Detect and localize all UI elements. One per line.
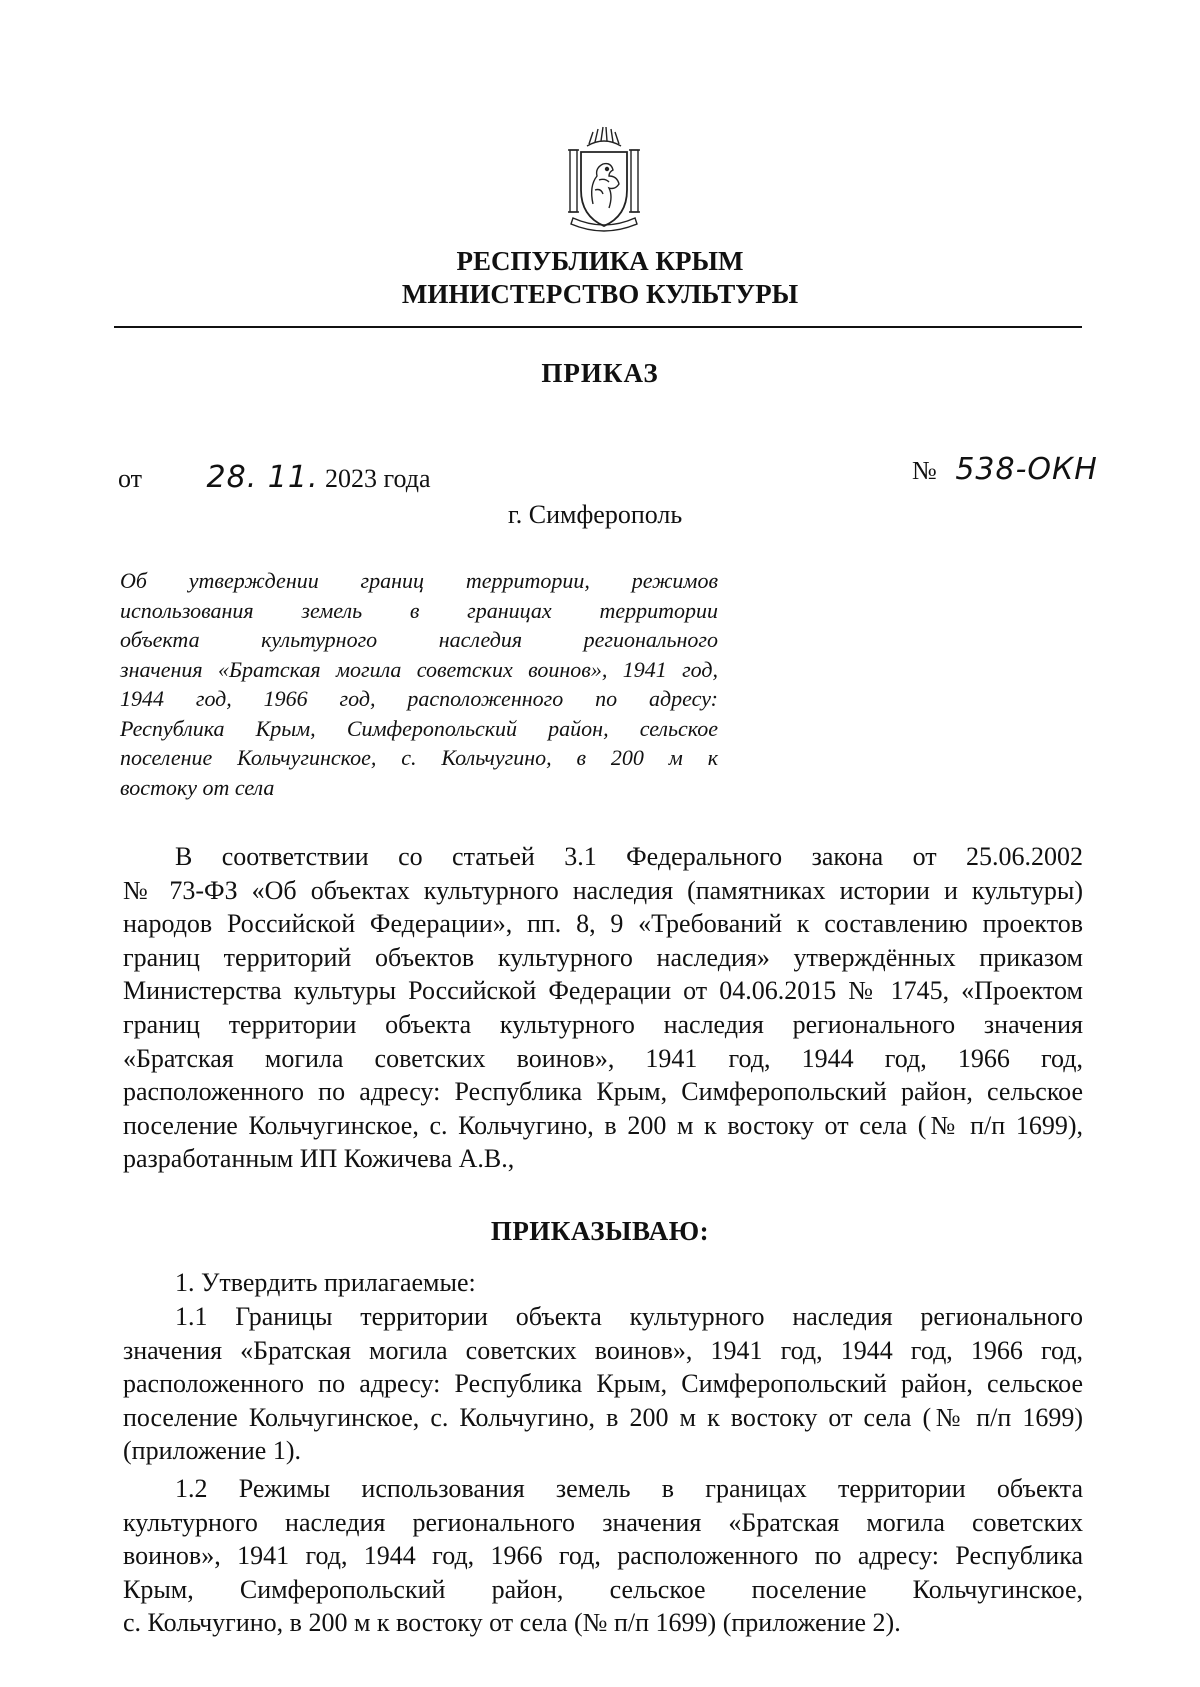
preamble-line: поселение Кольчугинское, с. Кольчугино, в 200 м к востоку от села (№ п/п 1699), [123, 1110, 1083, 1140]
preamble-line: Министерства культуры Российской Федерации от 04.06.2015 № 1745, «Проектом [123, 976, 1083, 1006]
item-1-1-line: поселение Кольчугинское, с. Кольчугино, в 200 м к востоку от села (№ п/п 1699) [123, 1402, 1083, 1432]
item-1-2-line: культурного наследия регионального значения «Братская могила советских [123, 1507, 1083, 1537]
item-1-2-line: Крым, Симферопольский район, сельское поселение Кольчугинское, [123, 1574, 1083, 1604]
subject-line: Об утверждении границ территории, режимов [120, 568, 718, 593]
preamble-line: В соответствии со статьей 3.1 Федерального закона от 25.06.2002 [175, 842, 1083, 871]
item-1-1-line: значения «Братская могила советских воинов», 1941 год, 1944 год, 1966 год, [123, 1335, 1083, 1365]
preamble-line: границ территорий объектов культурного наследия» утверждённых приказом [123, 942, 1083, 972]
preamble-line: разработанным ИП Кожичева А.В., [123, 1144, 515, 1174]
order-subject [120, 566, 718, 802]
date-prefix: от [118, 464, 143, 493]
preamble-line: границ территории объекта культурного наследия регионального значения [123, 1009, 1083, 1039]
ministry-title: МИНИСТЕРСТВО КУЛЬТУРЫ [401, 279, 799, 309]
order-number [912, 452, 1098, 487]
subject-line: значения «Братская могила советских воинов», 1941 год, [120, 656, 718, 682]
subject-line: Республика Крым, Симферопольский район, сельское [120, 715, 718, 741]
subject-line: использования земель в границах территории [120, 597, 718, 623]
item-1-1-line: расположенного по адресу: Республика Крым, Симферопольский район, сельское [123, 1369, 1083, 1399]
preamble-line: народов Российской Федерации», пп. 8, 9 «Требований к составлению проектов [123, 909, 1083, 939]
decree-heading: ПРИКАЗЫВАЮ: [490, 1216, 710, 1246]
item-1-1 [123, 1300, 1083, 1468]
item-1-2-line: 1.2 Режимы использования земель в границах территории объекта [175, 1474, 1083, 1503]
subject-line: 1944 год, 1966 год, расположенного по адресу: [120, 686, 718, 711]
number-prefix: № [912, 456, 937, 485]
item-1-2 [123, 1472, 1083, 1640]
item-1-1-line: (приложение 1). [123, 1436, 302, 1466]
document-type-title: ПРИКАЗ [541, 358, 659, 388]
handwritten-number: 538-ОКН [955, 452, 1098, 487]
republic-title: РЕСПУБЛИКА КРЫМ [456, 246, 744, 276]
item-1 [123, 1266, 1083, 1300]
preamble-line: «Братская могила советских воинов», 1941 год, 1944 год, 1966 год, [123, 1043, 1083, 1073]
subject-line: объекта культурного наследия регионального [120, 627, 718, 652]
preamble-paragraph [123, 840, 1083, 1176]
preamble-line: № 73-ФЗ «Об объектах культурного наследия (памятниках истории и культуры) [123, 875, 1083, 905]
subject-line: поселение Кольчугинское, с. Кольчугино, в 200 м к [120, 745, 718, 770]
preamble-line: расположенного по адресу: Республика Крым, Симферопольский район, сельское [123, 1077, 1083, 1107]
city-line: г. Симферополь [508, 500, 683, 529]
item-1-1-line: 1.1 Границы территории объекта культурного наследия регионального [175, 1302, 1083, 1331]
item-1-2-line: с. Кольчугино, в 200 м к востоку от села (№ п/п 1699) (приложение 2). [123, 1608, 901, 1638]
handwritten-date: 28. 11. [206, 460, 319, 495]
date-year: 2023 года [325, 464, 431, 493]
header-divider [114, 326, 1082, 328]
order-date [118, 460, 431, 495]
item-1-text: 1. Утвердить прилагаемые: [175, 1268, 476, 1297]
subject-line: востоку от села [120, 774, 275, 800]
crimea-coat-of-arms-emblem [565, 124, 643, 236]
item-1-2-line: воинов», 1941 год, 1944 год, 1966 год, расположенного по адресу: Республика [123, 1541, 1083, 1571]
